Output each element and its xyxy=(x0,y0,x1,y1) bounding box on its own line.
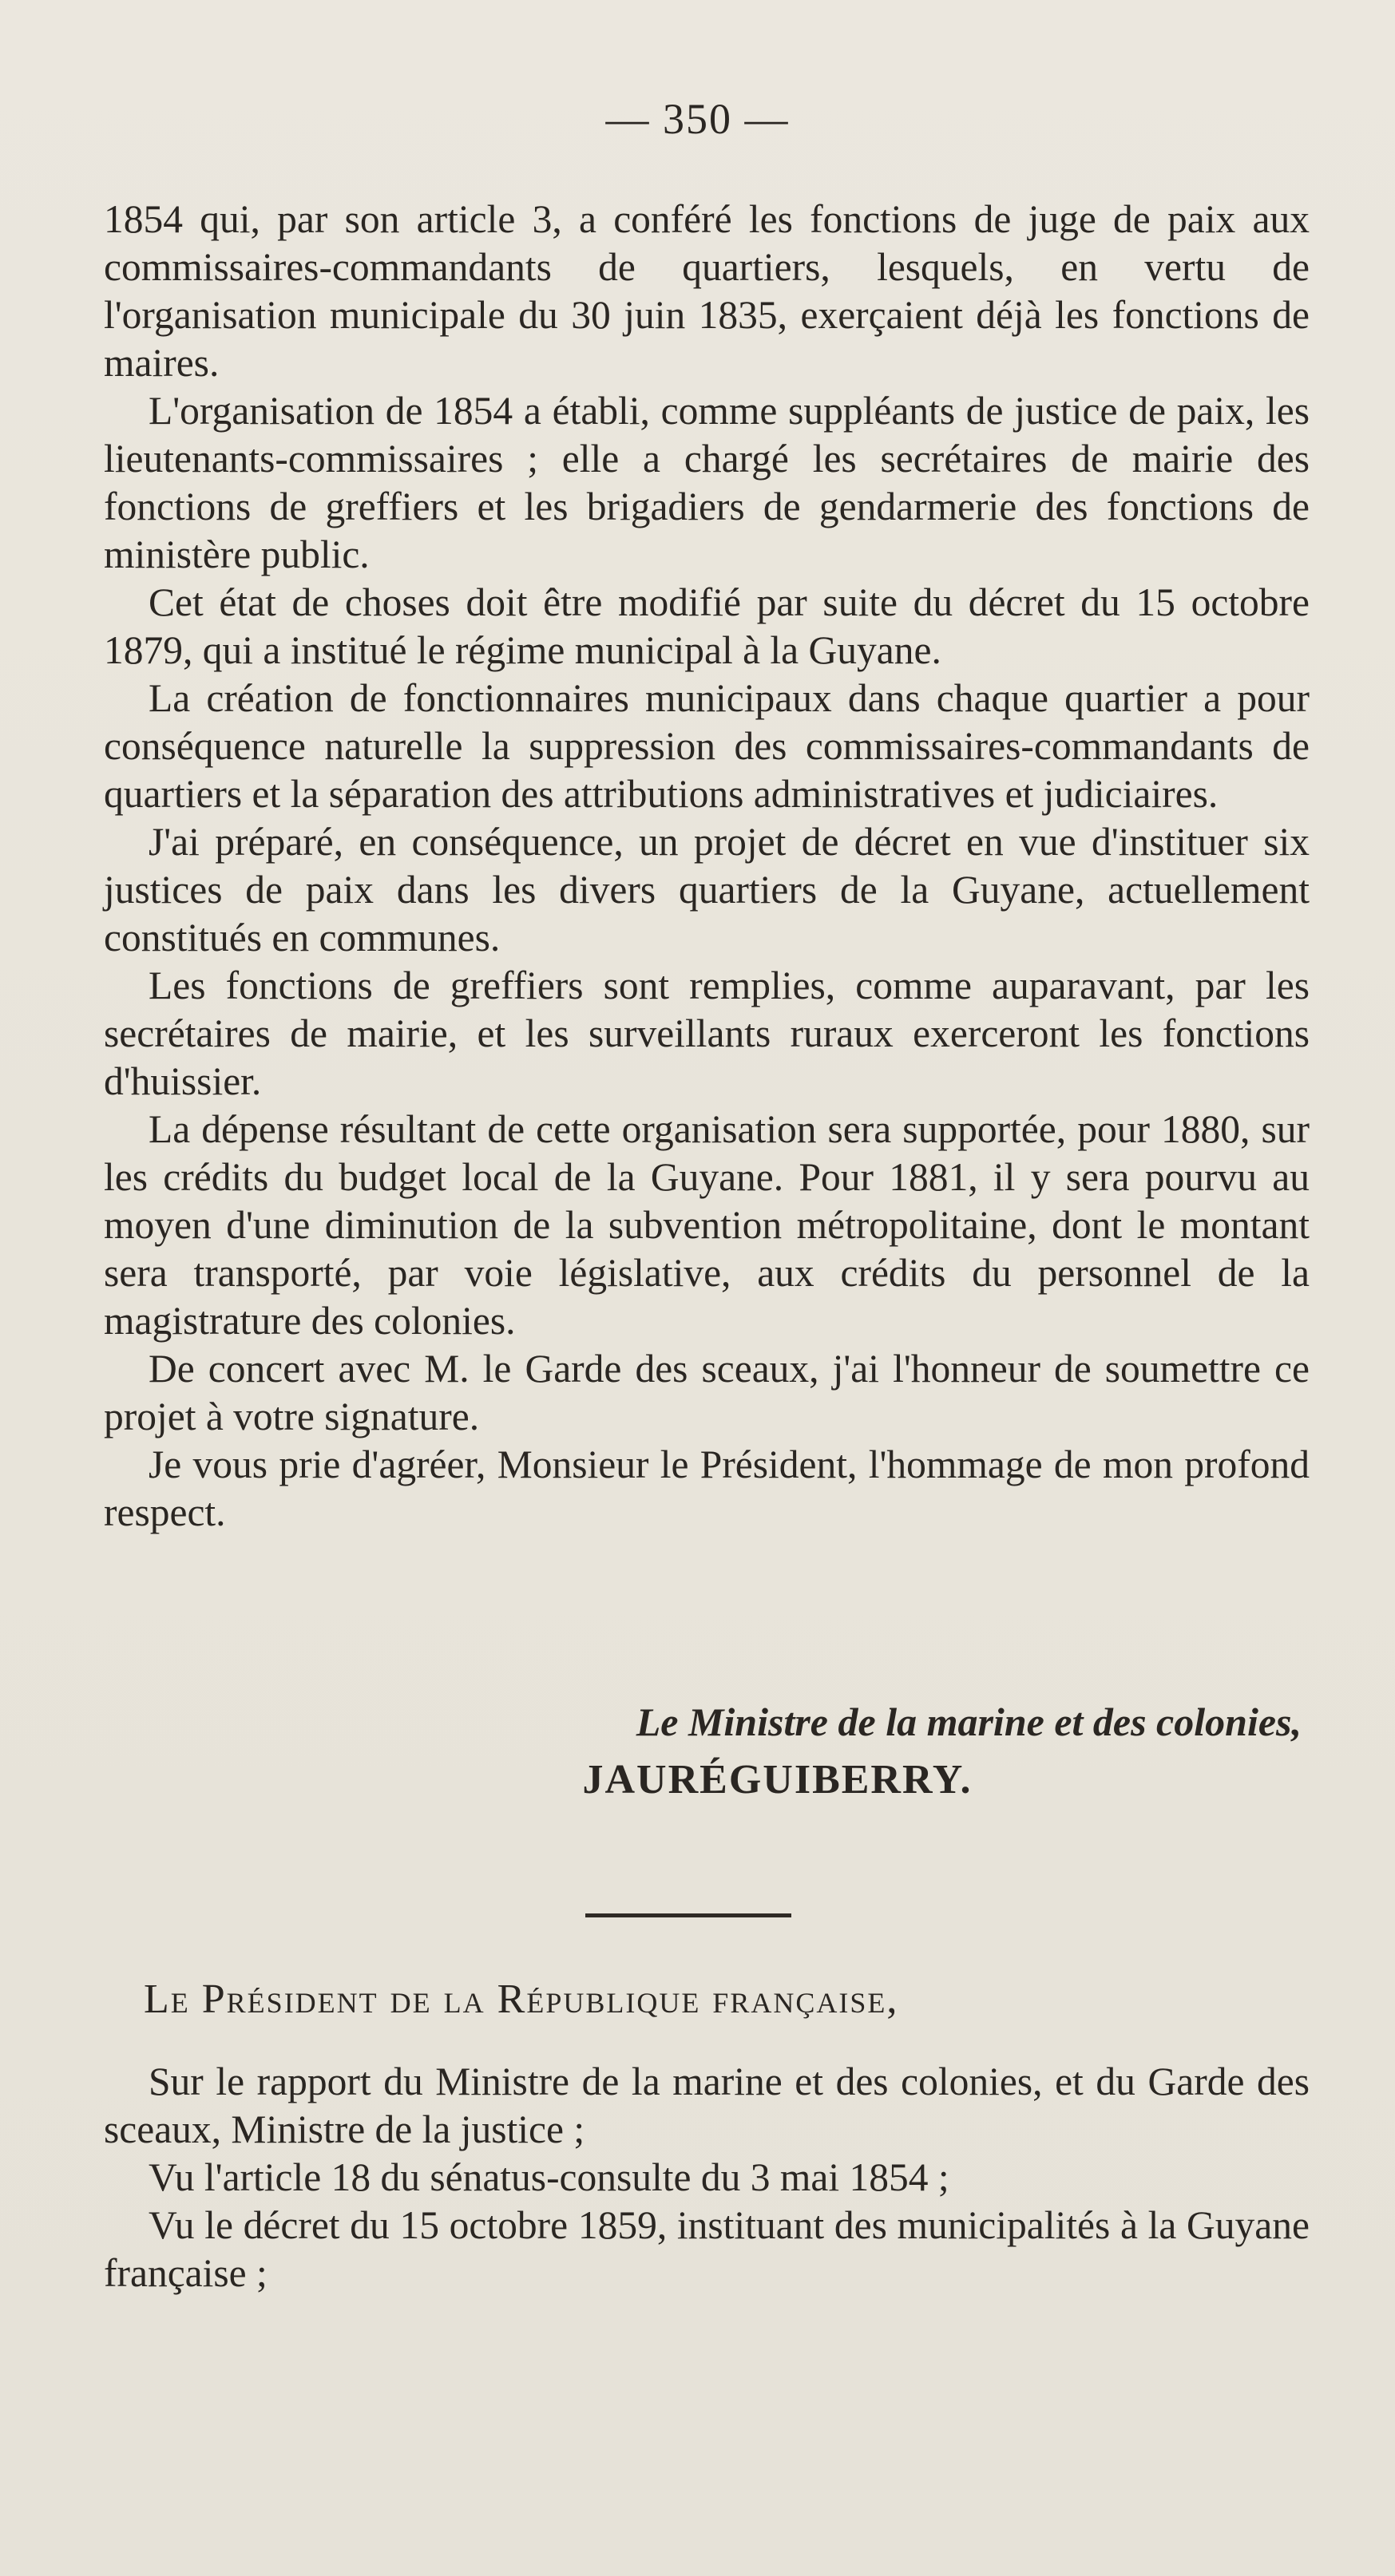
signature-name: JAURÉGUIBERRY. xyxy=(582,1757,973,1802)
signature-title: Le Ministre de la marine et des colonies, xyxy=(636,1700,1302,1744)
paragraph: Les fonctions de greffiers sont remplies, comme auparavant, par les secrétaires de mairie, et les surveillants ruraux exerceront les fonctions d'huissier. xyxy=(104,964,1310,1103)
paragraph: La dépense résultant de cette organisation sera supportée, pour 1880, sur les crédits du budget local de la Guyane. Pour 1881, il y sera pourvu au moyen d'une diminution de la subvention métropolitaine, dont le montant sera transporté, par voie législative, aux crédits du personnel de la magistrature des colonies. xyxy=(104,1107,1310,1343)
decree-text-block xyxy=(104,2058,1310,2297)
paragraph: J'ai préparé, en conséquence, un projet de décret en vue d'instituer six justices de paix dans les divers quartiers de la Guyane, actuellement constitués en communes. xyxy=(104,820,1310,960)
paragraph: Cet état de choses doit être modifié par suite du décret du 15 octobre 1879, qui a institué le régime municipal à la Guyane. xyxy=(104,580,1310,672)
paragraph: L'organisation de 1854 a établi, comme suppléants de justice de paix, les lieutenants-commissaires ; elle a chargé les secrétaires de mairie des fonctions de greffiers et les brigadiers de gendarmerie des fonctions de ministère public. xyxy=(104,389,1310,576)
paragraph: 1854 qui, par son article 3, a conféré les fonctions de juge de paix aux commissaires-commandants de quartiers, lesquels, en vertu de l'organisation municipale du 30 juin 1835, exerçaient déjà les fonctions de maires. xyxy=(104,197,1310,385)
paragraph: Vu l'article 18 du sénatus-consulte du 3 mai 1854 ; xyxy=(149,2155,949,2199)
page-number: — 350 — xyxy=(605,95,790,143)
paragraph: Vu le décret du 15 octobre 1859, instituant des municipalités à la Guyane française ; xyxy=(104,2203,1310,2295)
paragraph: Je vous prie d'agréer, Monsieur le Président, l'hommage de mon profond respect. xyxy=(104,1442,1310,1534)
decree-heading: Le Président de la République française, xyxy=(144,1977,899,2022)
paragraph: La création de fonctionnaires municipaux dans chaque quartier a pour conséquence naturelle la suppression des commissaires-commandants de quartiers et la séparation des attributions administratives et judiciaires. xyxy=(104,676,1310,816)
paragraph: Sur le rapport du Ministre de la marine et des colonies, et du Garde des sceaux, Ministre de la justice ; xyxy=(104,2060,1310,2151)
paragraph: De concert avec M. le Garde des sceaux, j'ai l'honneur de soumettre ce projet à votre signature. xyxy=(104,1347,1310,1438)
separator-rule xyxy=(585,1913,791,1917)
report-text-block xyxy=(104,196,1310,1537)
